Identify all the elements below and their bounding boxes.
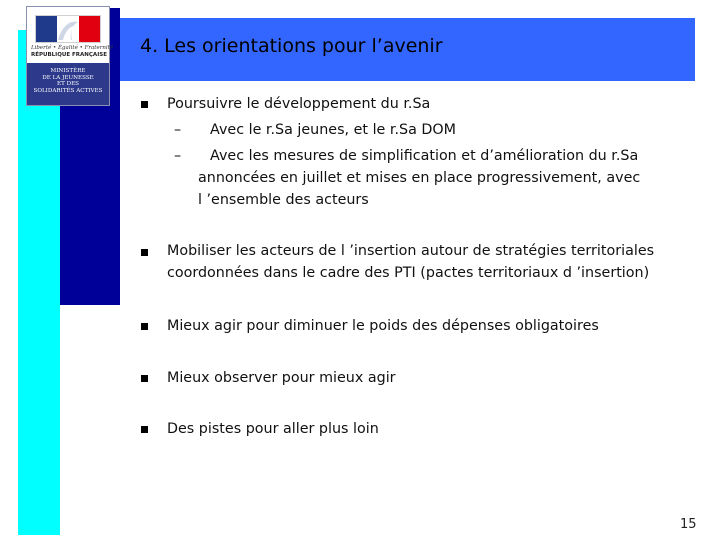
marianne-flag-icon [35, 15, 101, 43]
logo-motto: Liberté • Égalité • Fraternité [31, 45, 114, 51]
bullet-square-icon [141, 323, 148, 330]
sub-2-dash: – [174, 148, 182, 164]
page-number: 15 [680, 517, 697, 532]
bullet-square-icon [141, 101, 148, 108]
bullet-square-icon [141, 249, 148, 256]
logo-ministry-name: MINISTÈRE DE LA JEUNESSE ET DES SOLIDARITÉS ACTIVES [33, 68, 103, 94]
sub-1-text: Avec le r.Sa jeunes, et le r.Sa DOM [210, 122, 456, 138]
sub-2-text-line-3: l ’ensemble des acteurs [198, 192, 369, 208]
bullet-4-text: Mieux observer pour mieux agir [167, 370, 396, 386]
sub-1-dash: – [174, 122, 182, 138]
ministry-logo [26, 6, 114, 106]
bullet-square-icon [141, 375, 148, 382]
bullet-2-text-line-2: coordonnées dans le cadre des PTI (pactes territoriaux d ’insertion) [167, 265, 650, 281]
logo-ministry-band [27, 63, 109, 105]
bullet-square-icon [141, 426, 148, 433]
bullet-3-text: Mieux agir pour diminuer le poids des dépenses obligatoires [167, 318, 599, 334]
sub-2-text-line-2: annoncées en juillet et mises en place progressivement, avec [198, 170, 641, 186]
sub-2-text-line-1: Avec les mesures de simplification et d’amélioration du r.Sa [210, 148, 639, 164]
slide-title: 4. Les orientations pour l’avenir [140, 35, 443, 57]
logo-republic: RÉPUBLIQUE FRANÇAISE [31, 52, 107, 58]
bullet-5-text: Des pistes pour aller plus loin [167, 421, 379, 437]
bullet-1-text: Poursuivre le développement du r.Sa [167, 96, 431, 112]
bullet-2-text-line-1: Mobiliser les acteurs de l ’insertion autour de stratégies territoriales [167, 243, 655, 259]
